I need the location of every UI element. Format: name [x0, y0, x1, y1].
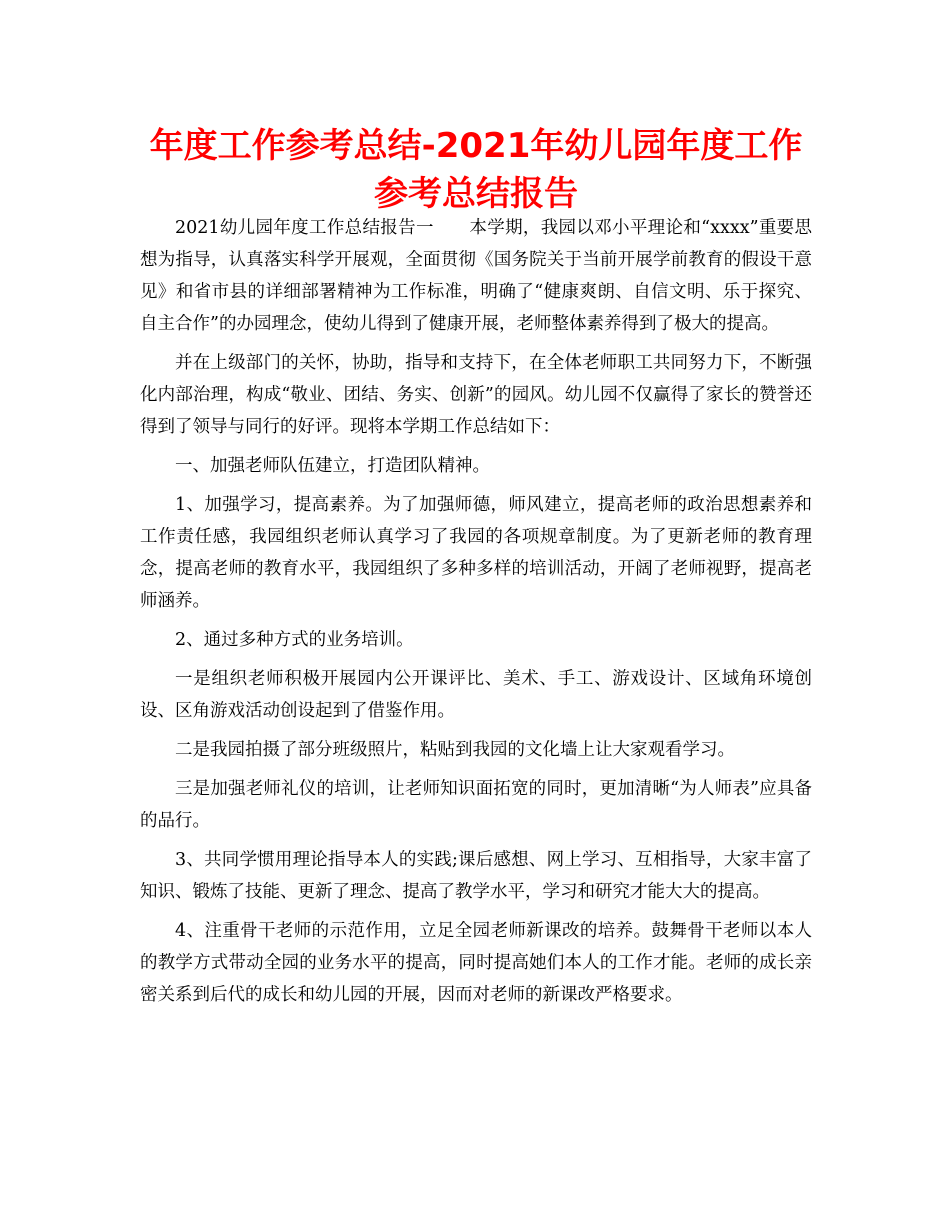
- paragraph: 2021幼儿园年度工作总结报告一 本学期，我园以邓小平理论和“xxxx”重要思想为指导，认真落实科学开展观，全面贯彻《国务院关于当前开展学前教育的假设干意见》和省市县的详细部署精神为工作标准，明确了“健康爽朗、自信文明、乐于探究、自主合作”的办园理念，使幼儿得到了健康开展，老师整体素养得到了极大的提高。: [140, 218, 812, 334]
- paragraph: 3、共同学惯用理论指导本人的实践;课后感想、网上学习、互相指导，大家丰富了知识、锻炼了技能、更新了理念、提高了教学水平，学习和研究才能大大的提高。: [140, 850, 812, 902]
- document-title: 年度工作参考总结-2021年幼儿园年度工作参考总结报告: [149, 126, 803, 214]
- paragraph: 并在上级部门的关怀，协助，指导和支持下，在全体老师职工共同努力下，不断强化内部治理，构成“敬业、团结、务实、创新”的园风。幼儿园不仅赢得了家长的赞誉还得到了领导与同行的好评。现将本学期工作总结如下：: [140, 353, 812, 437]
- section-heading: 一、加强老师队伍建立，打造团队精神。: [175, 456, 490, 476]
- document-body: [140, 212, 812, 1018]
- paragraph: 三是加强老师礼仪的培训，让老师知识面拓宽的同时，更加清晰“为人师表”应具备的品行。: [140, 779, 812, 831]
- paragraph: 二是我园拍摄了部分班级照片，粘贴到我园的文化墙上让大家观看学习。: [175, 740, 735, 760]
- subsection-heading: 2、通过多种方式的业务培训。: [175, 630, 414, 650]
- paragraph: 1、加强学习，提高素养。为了加强师德，师风建立，提高老师的政治思想素养和工作责任感，我园组织老师认真学习了我园的各项规章制度。为了更新老师的教育理念，提高老师的教育水平，我园组织了多种多样的培训活动，开阔了老师视野，提高老师涵养。: [140, 495, 812, 611]
- paragraph: 一是组织老师积极开展园内公开课评比、美术、手工、游戏设计、区域角环境创设、区角游戏活动创设起到了借鉴作用。: [140, 669, 812, 721]
- paragraph: 4、注重骨干老师的示范作用，立足全园老师新课改的培养。鼓舞骨干老师以本人的教学方式带动全园的业务水平的提高，同时提高她们本人的工作才能。老师的成长亲密关系到后代的成长和幼儿园的开展，因而对老师的新课改严格要求。: [140, 921, 812, 1005]
